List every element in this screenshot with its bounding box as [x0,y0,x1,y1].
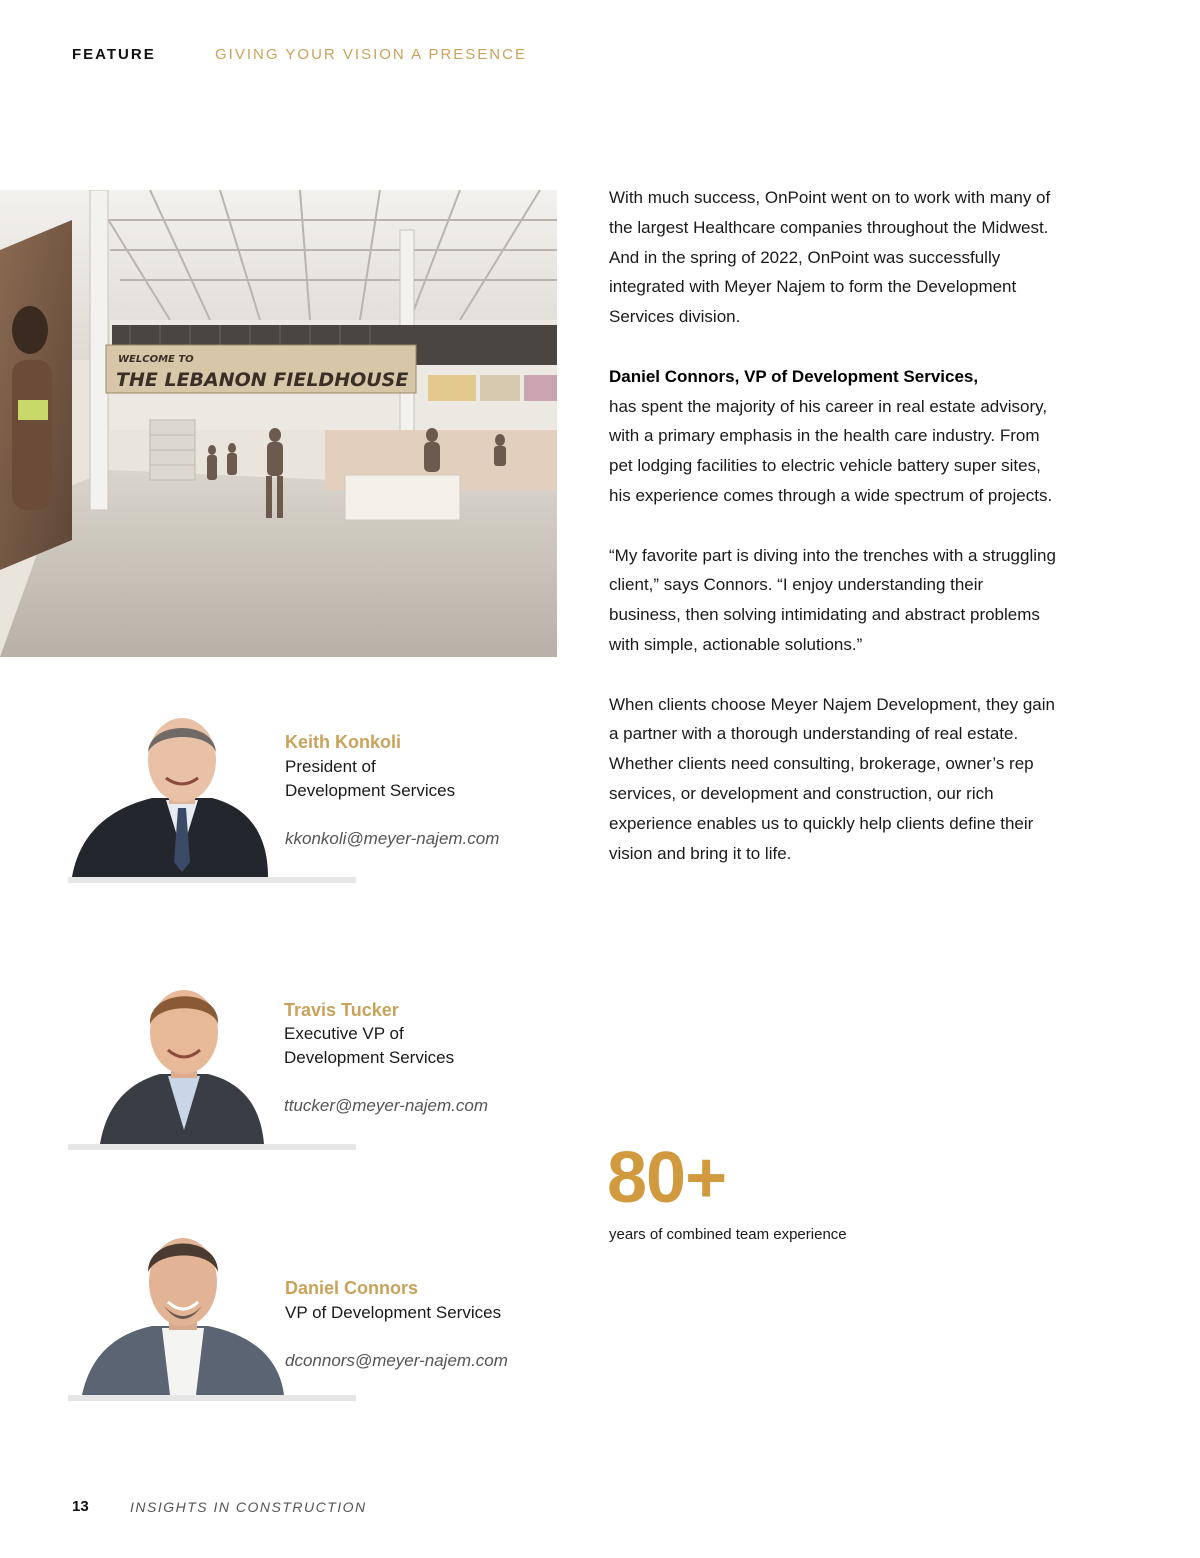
team-role-line: Executive VP of [284,1024,404,1043]
avatar-tucker [68,980,308,1144]
team-email[interactable]: kkonkoli@meyer-najem.com [285,829,500,848]
card-divider [68,1395,356,1401]
team-name: Daniel Connors [285,1278,419,1298]
sign-welcome-text: WELCOME TO [118,354,194,365]
feature-title: GIVING YOUR VISION A PRESENCE [215,46,527,63]
paragraph-onpoint: With much success, OnPoint went on to work with many of the largest Healthcare companies throughout the Midwest. And in the spring of 2022, OnPoint was successfully integrated with Meyer Najem to form the Development Services division. [609,188,1051,327]
connors-bio: has spent the majority of his career in real estate advisory, with a primary emphasis in the health care industry. From pet lodging facilities to electric vehicle battery super sites, his experience comes through a wide spectrum of projects. [609,396,1053,505]
team-role [284,1022,454,1070]
paragraph-connors [609,362,1059,511]
card-divider [68,877,356,883]
team-card-connors [68,1228,548,1403]
team-name: Keith Konkoli [285,732,401,752]
team-role-line: Development Services [285,781,456,800]
team-role-line: VP of Development Services [285,1303,502,1322]
team-role [285,1301,501,1325]
fieldhouse-rendering [0,190,557,657]
connors-lead-name: Daniel Connors, VP of Development Services, [609,366,979,386]
team-email[interactable]: ttucker@meyer-najem.com [284,1096,488,1115]
paragraph-closing: When clients choose Meyer Najem Development, they gain a partner with a thorough understanding of real estate. Whether clients need consulting, brokerage, owner’s rep services, or development and construction, our rich experience enables us to quickly help clients define their vision and bring it to life. [609,694,1055,863]
article-body [609,183,1059,898]
publication-name: INSIGHTS IN CONSTRUCTION [130,1499,367,1515]
team-name: Travis Tucker [284,1000,399,1020]
team-email[interactable]: dconnors@meyer-najem.com [285,1351,508,1370]
team-role-line: Development Services [284,1048,455,1067]
team-card-konkoli [68,712,548,888]
team-card-tucker [68,980,548,1155]
team-role [285,755,455,803]
card-divider [68,1144,356,1150]
section-label: FEATURE [72,46,156,63]
paragraph-quote: “My favorite part is diving into the trenches with a struggling client,” says Connors. “I enjoy understanding their business, then solving intimidating and abstract problems with simple, actionable solutions.” [609,545,1056,654]
stat-number: 80+ [607,1138,727,1218]
avatar-konkoli [68,712,308,877]
page-number: 13 [72,1498,89,1515]
stat-caption: years of combined team experience [609,1226,847,1243]
team-role-line: President of [285,757,376,776]
sign-fieldhouse-text: THE LEBANON FIELDHOUSE [116,369,409,391]
